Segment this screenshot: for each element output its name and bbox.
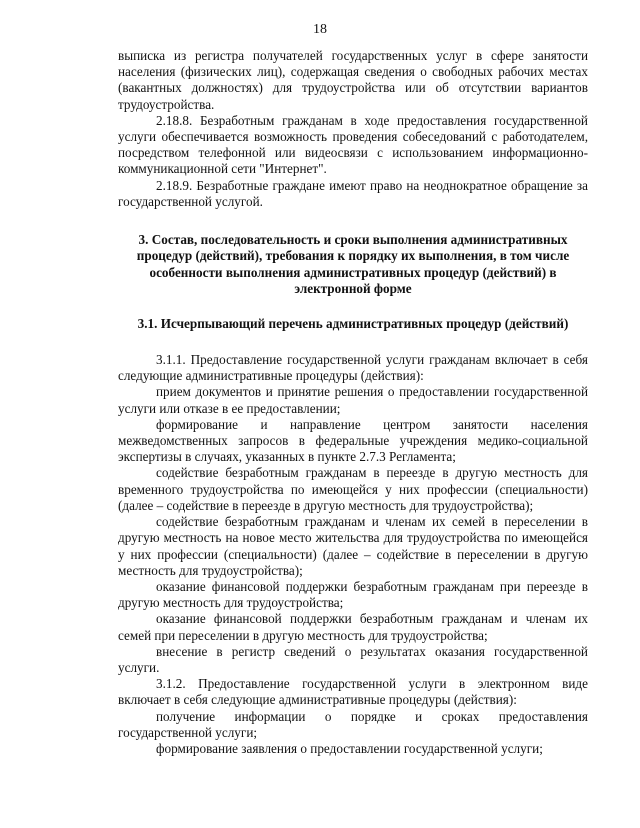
paragraph: 3.1.2. Предоставление государственной услуги в электронном виде включает в себя следующие административные процедуры (действия): bbox=[118, 676, 588, 708]
section-3-heading: 3. Состав, последовательность и сроки выполнения административных процедур (действий), требования к порядку их выполнения, в том числе особенности выполнения административных процедур (действий) в электронной форме bbox=[136, 232, 570, 297]
section-3-1-heading: 3.1. Исчерпывающий перечень административных процедур (действий) bbox=[137, 315, 569, 331]
paragraph: 2.18.8. Безработным гражданам в ходе предоставления государственной услуги обеспечивается возможность проведения собеседований с работодателем, посредством телефонной или видеосвязи с использованием информационно-коммуникационной сети "Интернет". bbox=[118, 112, 588, 177]
list-item: получение информации о порядке и сроках предоставления государственной услуги; bbox=[118, 708, 588, 740]
page-number: 18 bbox=[313, 22, 327, 37]
paragraph: 2.18.9. Безработные граждане имеют право на неоднократное обращение за государственной услугой. bbox=[118, 177, 588, 209]
list-item: прием документов и принятие решения о предоставлении государственной услуги или отказе в ее предоставлении; bbox=[118, 384, 588, 416]
list-item: формирование и направление центром занятости населения межведомственных запросов в федеральные учреждения медико-социальной экспертизы в случаях, указанных в пункте 2.7.3 Регламента; bbox=[118, 416, 588, 465]
list-item: внесение в регистр сведений о результатах оказания государственной услуги. bbox=[118, 643, 588, 675]
list-item: оказание финансовой поддержки безработным гражданам и членам их семей при переселении в другую местность для трудоустройства; bbox=[118, 611, 588, 643]
list-item: содействие безработным гражданам в переезде в другую местность для временного трудоустройства по имеющейся у них профессии (специальности) (далее – содействие в переезде в другую местность для трудоустройства); bbox=[118, 465, 588, 513]
paragraph: выписка из регистра получателей государственных услуг в сфере занятости населения (физических лиц), содержащая сведения о свободных рабочих местах (вакантных должностях) для трудоустройства или об отсутствии вариантов трудоустройства. bbox=[118, 48, 588, 112]
page-content bbox=[118, 48, 588, 757]
list-item: формирование заявления о предоставлении государственной услуги; bbox=[156, 740, 543, 756]
list-item: содействие безработным гражданам и членам их семей в переселении в другую местность на новое место жительства для трудоустройства по имеющейся у них профессии (специальности) (далее – содействие в переселении в другую местность для трудоустройства); bbox=[118, 514, 588, 578]
list-item: оказание финансовой поддержки безработным гражданам при переезде в другую местность для трудоустройства; bbox=[118, 578, 588, 611]
paragraph: 3.1.1. Предоставление государственной услуги гражданам включает в себя следующие административные процедуры (действия): bbox=[118, 352, 588, 384]
